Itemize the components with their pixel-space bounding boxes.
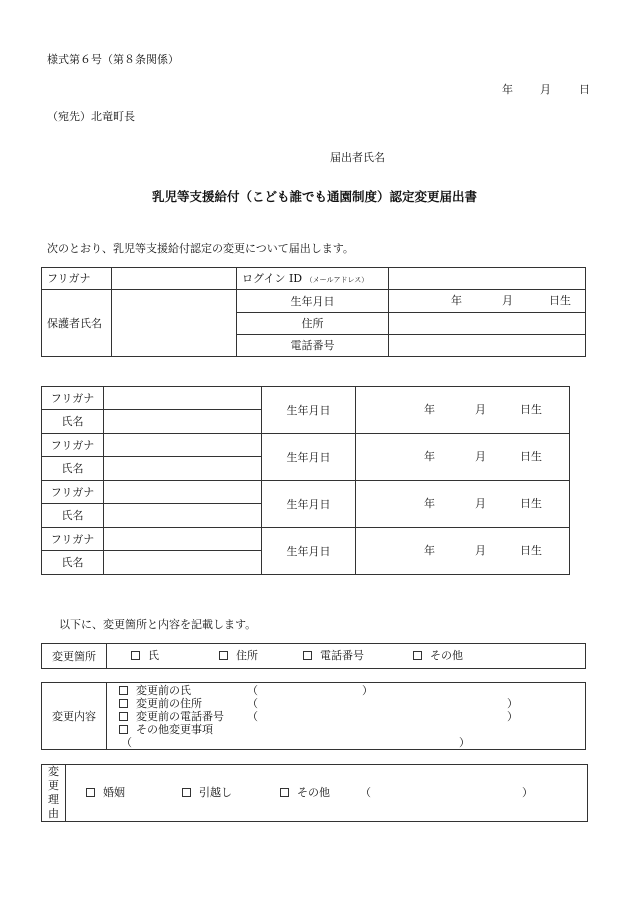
date-year-label: 年 [502,83,513,96]
child-furigana-field[interactable] [104,481,262,504]
open-paren: （ [121,736,132,749]
child-birthdate-field[interactable] [356,387,570,434]
login-id-note: （メールアドレス） [305,276,369,284]
child-birthdate-label: 生年月日 [262,528,356,575]
checkbox-icon [86,788,95,797]
child-birth-month: 月 [475,403,486,416]
child-name-label: 氏名 [42,504,104,528]
child-birth-day: 日生 [520,544,542,557]
child-birthdate-label: 生年月日 [262,434,356,481]
checkbox-icon [119,712,128,721]
reason-moving-label: 引越し [199,786,232,799]
form-number: 様式第６号（第８条関係） [47,53,179,66]
login-id-label [237,268,389,290]
child-name-field[interactable] [104,551,262,575]
children-table [41,386,570,575]
content-item-address[interactable] [119,698,202,709]
close-paren: ） [507,697,518,710]
option-address-label: 住所 [236,649,258,662]
reason-label-char: 由 [48,807,59,820]
close-paren: ） [459,736,470,749]
change-location-table [41,643,586,669]
child-birthdate-label: 生年月日 [262,387,356,434]
guardian-birth-day: 日生 [549,294,571,307]
content-item-label: 変更前の電話番号 [136,710,224,723]
reason-marriage[interactable] [86,787,125,798]
child-furigana-field[interactable] [104,528,262,551]
option-other[interactable] [413,650,463,661]
address-field[interactable] [389,313,586,335]
close-paren: ） [362,684,373,697]
content-item-other[interactable] [119,724,213,735]
option-address[interactable] [219,650,258,661]
child-birth-day: 日生 [520,450,542,463]
reason-marriage-label: 婚姻 [103,786,125,799]
reason-other-label: その他 [297,786,330,799]
checkbox-icon [219,651,228,660]
intro-text: 次のとおり、乳児等支援給付認定の変更について届出します。 [47,242,354,255]
guardian-table [41,267,586,357]
child-birthdate-field[interactable] [356,434,570,481]
option-other-label: その他 [430,649,463,662]
phone-label: 電話番号 [237,335,389,357]
child-birth-year: 年 [424,497,435,510]
checkbox-icon [131,651,140,660]
guardian-birthdate-field[interactable] [389,290,586,313]
open-paren: （ [247,710,258,723]
child-birth-year: 年 [424,450,435,463]
document-title: 乳児等支援給付（こども誰でも通園制度）認定変更届出書 [152,189,478,204]
phone-field[interactable] [389,335,586,357]
child-birth-year: 年 [424,403,435,416]
checkbox-icon [303,651,312,660]
child-name-field[interactable] [104,457,262,481]
checkbox-icon [280,788,289,797]
change-content-items [107,683,586,750]
child-furigana-label: フリガナ [42,387,104,410]
change-reason-label [42,765,66,822]
open-paren: （ [247,697,258,710]
reason-other[interactable] [280,787,330,798]
applicant-name-label: 届出者氏名 [330,151,385,164]
child-birth-day: 日生 [520,403,542,416]
change-reason-table [41,764,588,822]
checkbox-icon [119,725,128,734]
child-birth-month: 月 [475,497,486,510]
guardian-furigana-label: フリガナ [42,268,112,290]
change-location-options [107,644,586,669]
addressee: （宛先）北竜町長 [47,110,135,123]
change-location-label: 変更箇所 [42,644,107,669]
child-birth-day: 日生 [520,497,542,510]
address-label: 住所 [237,313,389,335]
child-birth-year: 年 [424,544,435,557]
child-furigana-label: フリガナ [42,434,104,457]
login-id-field[interactable] [389,268,586,290]
child-name-field[interactable] [104,504,262,528]
option-surname-label: 氏 [148,649,159,662]
open-paren: （ [360,786,371,799]
date-day-label: 日 [579,83,590,96]
date-month-label: 月 [540,83,551,96]
reason-moving[interactable] [182,787,232,798]
guardian-name-field[interactable] [112,290,237,357]
content-item-label: 変更前の住所 [136,697,202,710]
reason-label-char: 更 [48,779,59,792]
child-furigana-field[interactable] [104,434,262,457]
option-phone[interactable] [303,650,364,661]
content-item-surname[interactable] [119,685,191,696]
guardian-birth-year: 年 [451,294,462,307]
child-name-label: 氏名 [42,410,104,434]
close-paren: ） [507,710,518,723]
child-furigana-label: フリガナ [42,528,104,551]
child-name-label: 氏名 [42,457,104,481]
login-id-text: ログイン ID [242,272,303,285]
option-phone-label: 電話番号 [320,649,364,662]
guardian-furigana-field[interactable] [112,268,237,290]
content-item-phone[interactable] [119,711,224,722]
reason-label-char: 変 [48,765,59,778]
guardian-name-label: 保護者氏名 [42,290,112,357]
content-item-label: 変更前の氏 [136,684,191,697]
change-content-table [41,682,586,750]
child-birthdate-label: 生年月日 [262,481,356,528]
close-paren: ） [522,786,533,799]
checkbox-icon [413,651,422,660]
child-furigana-label: フリガナ [42,481,104,504]
guardian-birth-month: 月 [502,294,513,307]
child-birthdate-field[interactable] [356,481,570,528]
change-content-label: 変更内容 [42,683,107,750]
child-birth-month: 月 [475,544,486,557]
checkbox-icon [119,699,128,708]
option-surname[interactable] [131,650,159,661]
checkbox-icon [182,788,191,797]
content-item-label: その他変更事項 [136,723,213,736]
checkbox-icon [119,686,128,695]
child-name-label: 氏名 [42,551,104,575]
guardian-birthdate-label: 生年月日 [237,290,389,313]
open-paren: （ [247,684,258,697]
reason-label-char: 理 [48,793,59,806]
child-birth-month: 月 [475,450,486,463]
child-furigana-field[interactable] [104,387,262,410]
change-reason-options [66,765,588,822]
change-intro: 以下に、変更箇所と内容を記載します。 [59,618,257,631]
child-birthdate-field[interactable] [356,528,570,575]
child-name-field[interactable] [104,410,262,434]
